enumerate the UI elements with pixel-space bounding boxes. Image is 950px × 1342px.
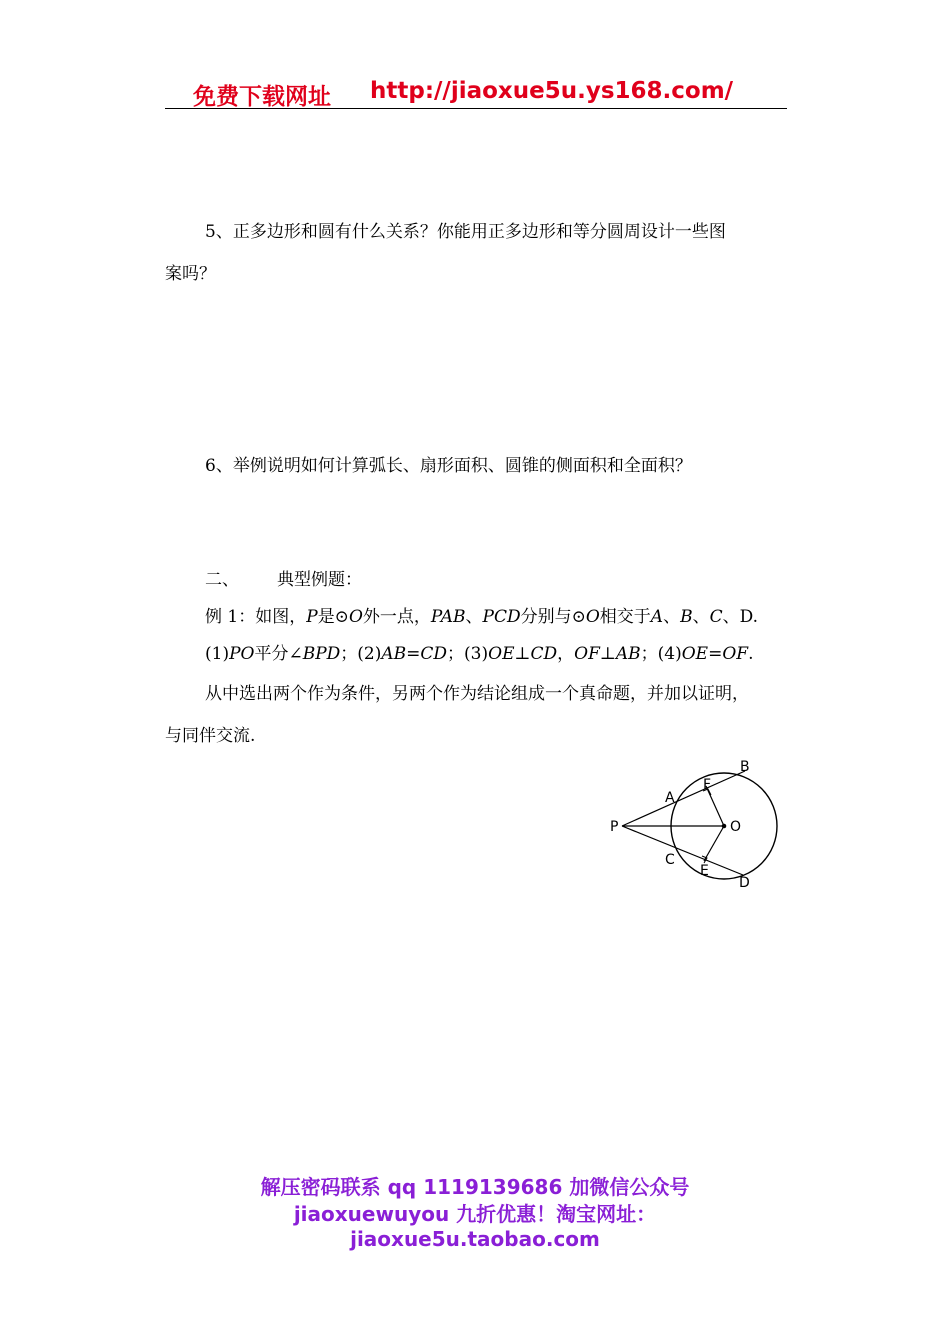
math-var: P	[306, 607, 318, 627]
footer-line2: jiaoxuewuyou 九折优惠！淘宝网址：	[293, 1202, 657, 1226]
example-text: (1)	[205, 644, 230, 664]
example-1-line3: 从中选出两个作为条件，另两个作为结论组成一个真命题，并加以证明，	[205, 684, 749, 704]
example-text: 、	[465, 607, 483, 627]
math-var: BPD	[302, 644, 341, 664]
math-var: O	[348, 607, 363, 627]
label-b: B	[740, 759, 750, 775]
example-1-line4: 与同伴交流.	[165, 726, 256, 746]
math-var: PCD	[482, 607, 521, 627]
example-text: 、	[663, 607, 681, 627]
question-5-line2: 案吗？	[165, 264, 216, 284]
math-var: A	[650, 607, 664, 627]
example-text: ；(3)	[447, 644, 489, 664]
secant-pab	[622, 771, 745, 826]
label-c: C	[665, 852, 675, 868]
math-var: AB=CD	[381, 644, 448, 664]
math-var: PAB	[430, 607, 466, 627]
example-text: 例 1：如图，	[205, 607, 307, 627]
math-var: CD	[530, 644, 558, 664]
example-text: .	[748, 644, 754, 664]
example-text: ⊥	[514, 644, 531, 664]
math-var: O	[585, 607, 600, 627]
footer-taobao-link[interactable]: jiaoxue5u.taobao.com	[350, 1227, 600, 1251]
section-title: 典型例题：	[277, 570, 362, 590]
label-a: A	[665, 790, 675, 806]
example-text: 是⊙	[317, 607, 349, 627]
math-var: B	[680, 607, 693, 627]
math-var: OE=OF	[681, 644, 749, 664]
math-var: PO	[229, 644, 255, 664]
section-heading	[205, 568, 362, 592]
label-f: F	[703, 777, 712, 793]
math-var: OE	[488, 644, 515, 664]
example-text: 平分∠	[254, 644, 303, 664]
math-var: OF	[574, 644, 600, 664]
label-p: P	[610, 819, 619, 835]
header-bar	[165, 76, 787, 109]
secant-pcd	[622, 826, 743, 875]
question-5-line1: 5、正多边形和圆有什么关系？你能用正多边形和等分圆周设计一些图	[205, 222, 726, 242]
label-d: D	[739, 875, 750, 891]
example-text: 外一点，	[362, 607, 431, 627]
footer-line1: 解压密码联系 qq 1119139686 加微信公众号	[260, 1175, 690, 1199]
center-point	[722, 824, 727, 829]
example-text: ，	[557, 644, 575, 664]
example-1-line1	[205, 605, 758, 629]
math-var: C	[709, 607, 723, 627]
question-6-line1: 6、举例说明如何计算弧长、扇形面积、圆锥的侧面积和全面积？	[205, 456, 692, 476]
example-text: ⊥	[599, 644, 616, 664]
example-text: 、D.	[722, 607, 759, 627]
section-number: 二、	[205, 570, 239, 590]
example-text: ；(2)	[340, 644, 382, 664]
label-o: O	[730, 819, 742, 835]
geometry-figure	[600, 755, 800, 895]
segment-oe	[704, 826, 724, 861]
example-text: 、	[692, 607, 710, 627]
label-e: E	[700, 863, 709, 879]
example-text: ；(4)	[640, 644, 682, 664]
header-url-link[interactable]: http://jiaoxue5u.ys168.com/	[370, 78, 734, 104]
example-text: 分别与⊙	[520, 607, 586, 627]
math-var: AB	[615, 644, 641, 664]
header-label: 免费下载网址	[193, 84, 331, 110]
example-text: 相交于	[599, 607, 651, 627]
example-1-conditions	[205, 642, 753, 666]
